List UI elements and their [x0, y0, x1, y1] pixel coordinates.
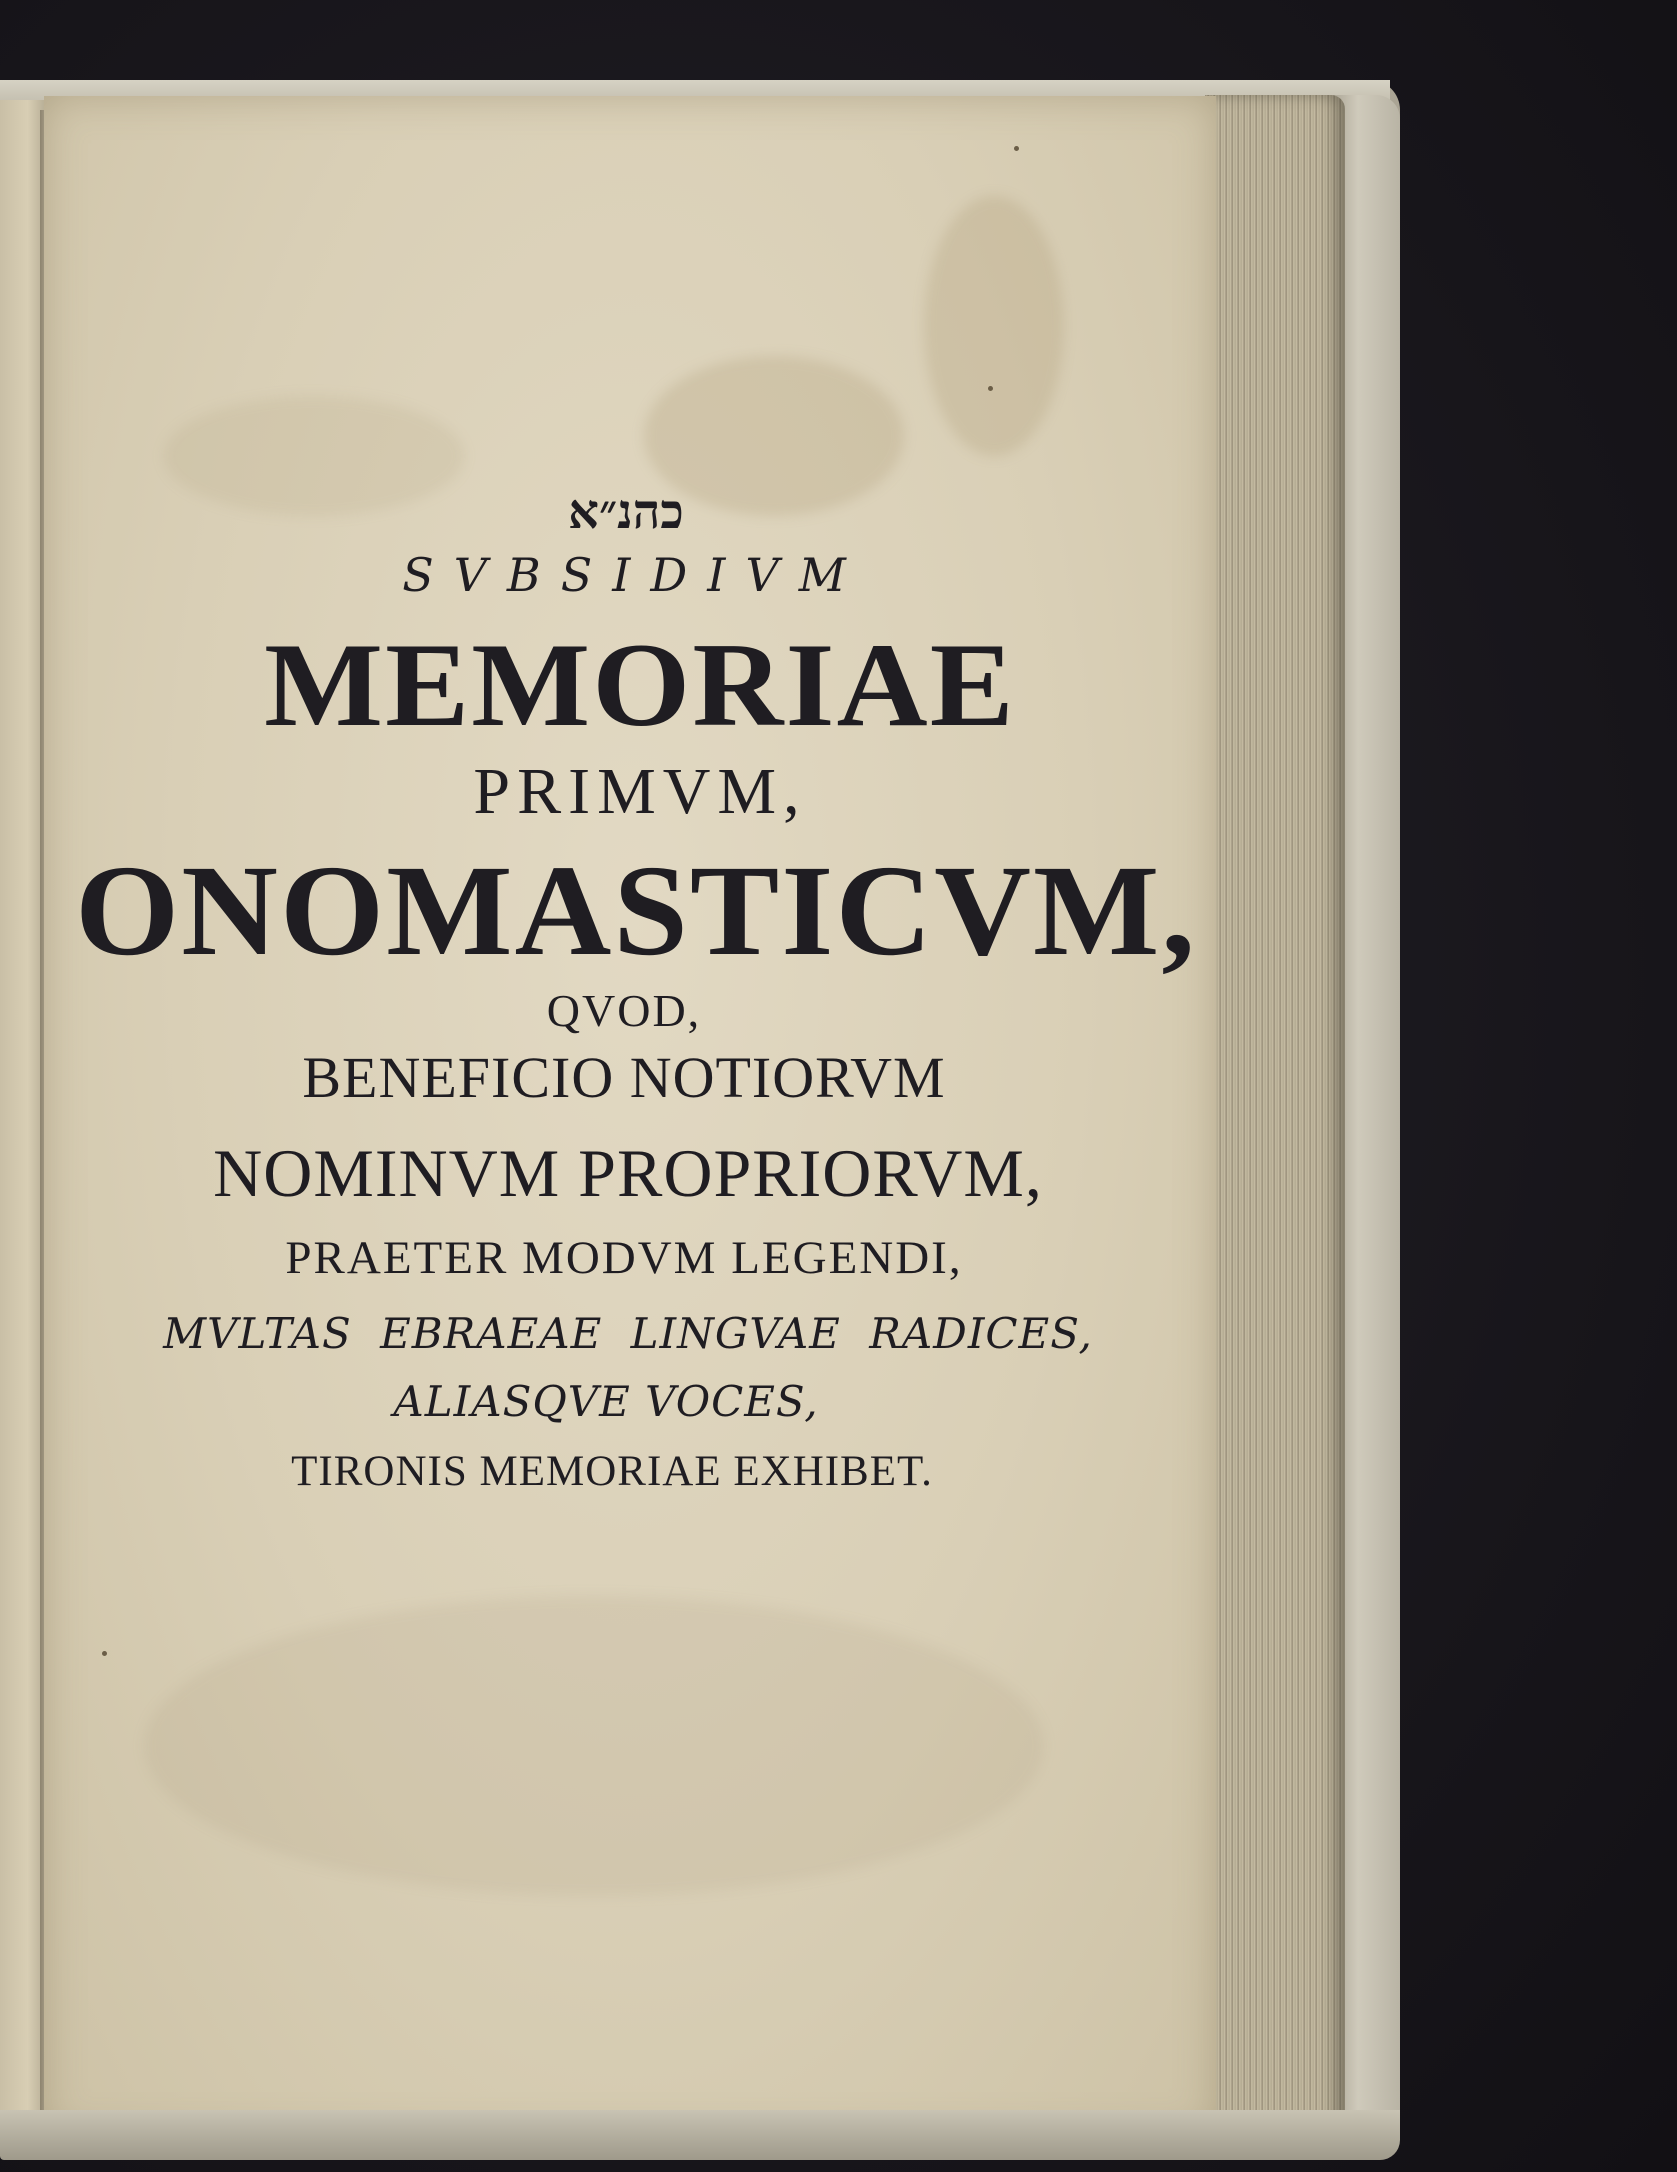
hebrew-abbreviation: כהנ״א: [568, 484, 684, 540]
cover-bottom-edge: [0, 2110, 1400, 2160]
title-line-memoriae: MEMORIAE: [264, 618, 1016, 751]
show-through-text: [144, 1596, 1044, 1896]
title-line-aliasque: ALIASQVE VOCES,: [393, 1377, 819, 1426]
title-page: [44, 96, 1216, 2136]
ink-speck: [988, 386, 993, 391]
page-block-edges: [1205, 95, 1345, 2130]
title-line-subsidium: SVBSIDIVM: [402, 548, 866, 602]
title-line-onomasticum: ONOMASTICVM,: [75, 839, 1197, 983]
title-line-praeter: PRAETER MODVM LEGENDI,: [285, 1232, 963, 1284]
title-line-tironis: TIRONIS MEMORIAE EXHIBET.: [291, 1448, 933, 1495]
foxing-stain: [924, 196, 1064, 456]
title-line-beneficio: BENEFICIO NOTIORVM: [302, 1045, 946, 1110]
title-line-nominum: NOMINVM PROPRIORVM,: [213, 1135, 1043, 1211]
ink-speck: [102, 1651, 107, 1656]
ink-speck: [1014, 146, 1019, 151]
title-line-multas: MVLTAS EBRAEAE LINGVAE RADICES,: [163, 1309, 1093, 1358]
title-line-quod: QVOD,: [546, 985, 702, 1036]
title-line-primum: PRIMVM,: [473, 755, 807, 828]
